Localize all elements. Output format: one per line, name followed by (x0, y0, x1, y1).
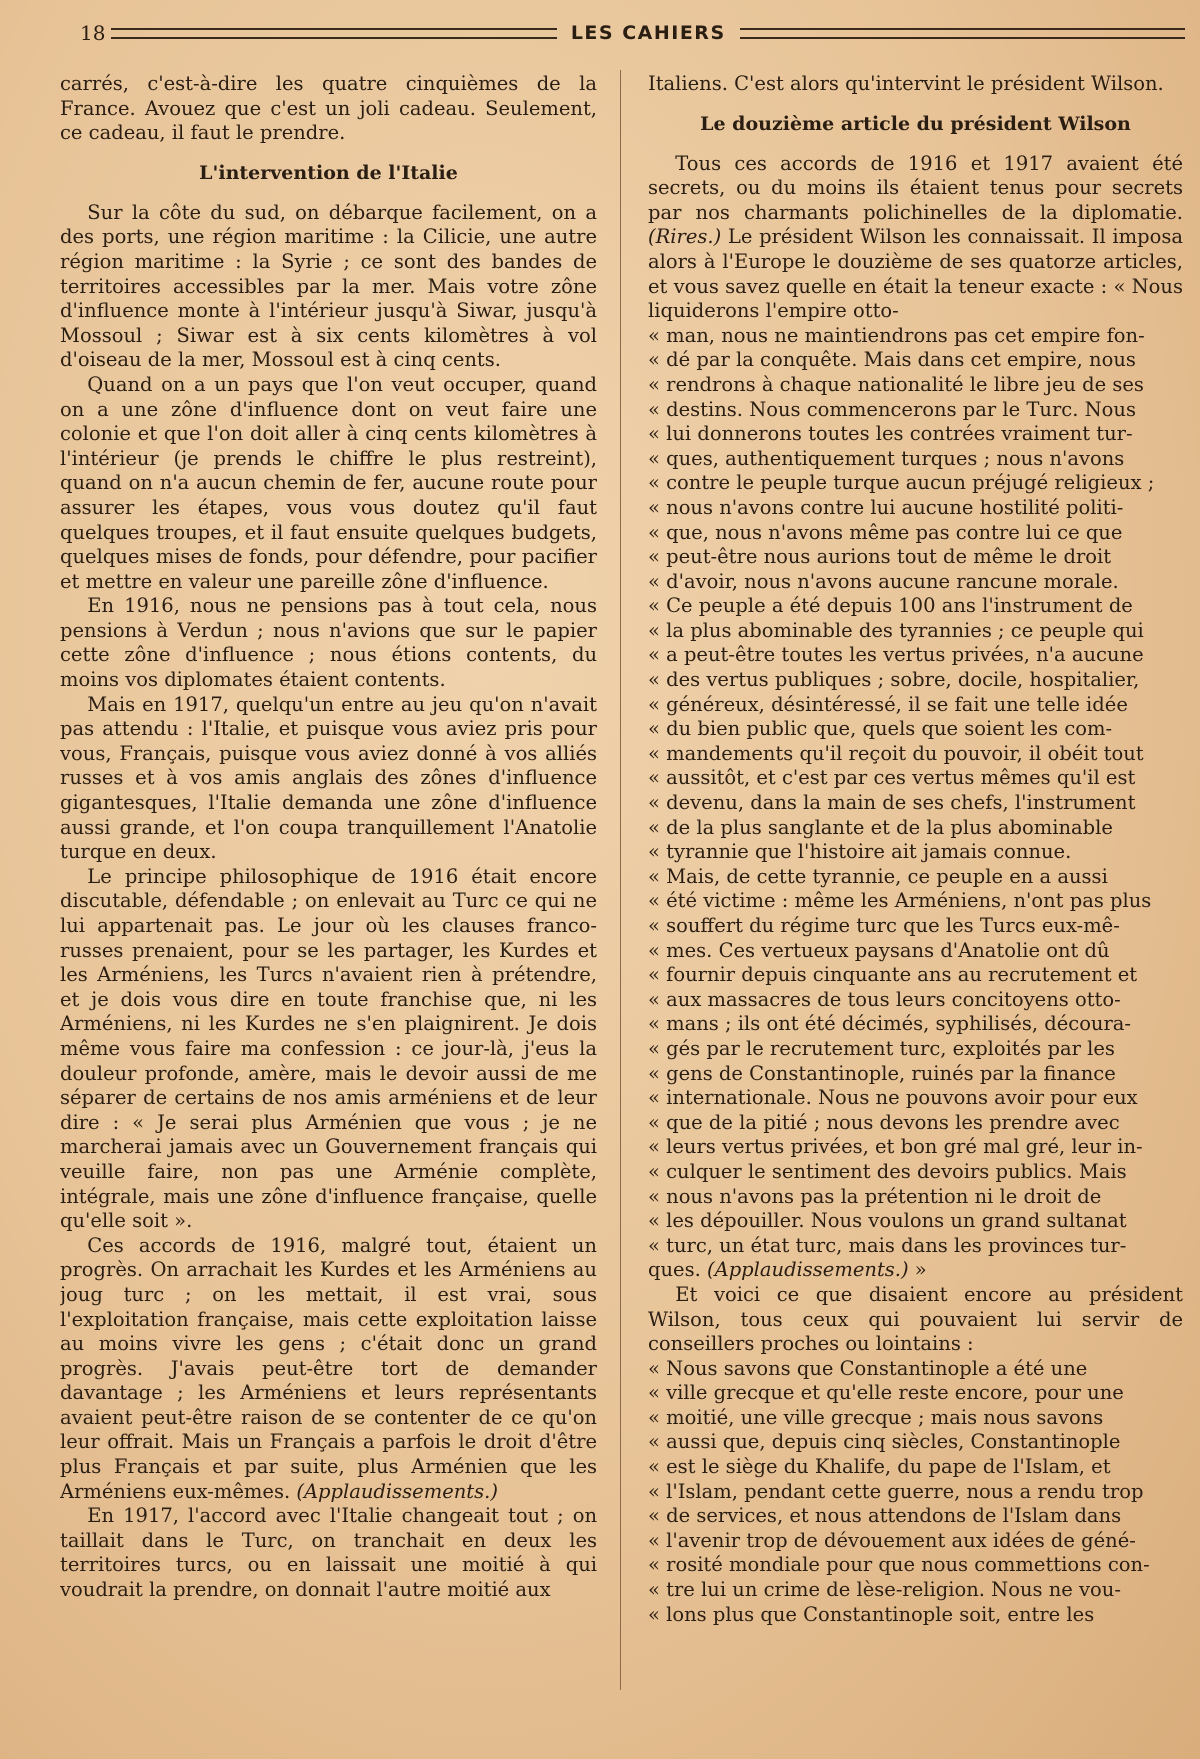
quote-line: « souffert du régime turc que les Turcs eux-mê- (648, 914, 1120, 937)
quote-line: « a peut-être toutes les vertus privées, n'a aucune (648, 643, 1144, 667)
quote-line: « du bien public que, quels que soient les com- (648, 717, 1113, 741)
left-column (60, 72, 597, 1692)
paragraph: Le principe philosophique de 1916 était encore discutable, défendable ; on enlevait au Turc ce qui ne lui appartenait pas. Le jour où les clauses franco-russes prenaient, pour se les partager, les Kurdes et les Arméniens, les Turcs n'avaient rien à prétendre, et je dois vous dire en toute franchise que, ni les Arméniens, ni les Kurdes ne s'en plaignirent. Je dois même vous faire ma confession : ce jour-là, j'eus la douleur profonde, amère, mais le devoir aussi de me séparer de certains de nos amis arméniens et de leur dire : « Je serai plus Arménien que vous ; je ne marcherai jamais avec un Gouvernement français qui veuille faire, non pas une Arménie complète, intégrale, mais une zône d'influence française, quelle qu'elle soit ». (60, 864, 597, 1233)
quote-line: « Mais, de cette tyrannie, ce peuple en a aussi (648, 864, 1108, 888)
quote-line: « devenu, dans la main de ses chefs, l'instrument (648, 791, 1136, 815)
quote-line: « dé par la conquête. Mais dans cet empire, nous (648, 348, 1136, 372)
quote-line: « ques, authentiquement turques ; nous n'avons (648, 446, 1125, 470)
paragraph-text: Ces accords de 1916, malgré tout, étaient un progrès. On arrachait les Kurdes et les Arméniens au joug turc ; on les mettait, il est vrai, sous l'exploitation française, mais cette exploitation laisse au moins vivre les gens ; c'était donc un grand progrès. J'avais peut-être tort de demander davantage ; les Arméniens et leurs représentants avaient peut-être raison de se contenter de ce qu'on leur offrait. Mais un Français a parfois le droit d'être plus Français et par suite, plus Arménien que les Arméniens eux-mêmes. (60, 1233, 597, 1503)
page-header (80, 18, 1185, 48)
page-number: 18 (80, 21, 106, 45)
paragraph: Quand on a un pays que l'on veut occuper, quand on a une zône d'influence dont on veut faire une colonie et que l'on doit aller à cinq cents kilomètres à l'intérieur (je prends le chiffre le plus restreint), quand on n'a aucun chemin de fer, aucune route pour assurer les étapes, vous vous doutez qu'il faut quelques troupes, et il faut ensuite quelques budgets, quelques mises de fonds, pour défendre, pour pacifier et mettre en valeur une pareille zône d'influence. (60, 372, 597, 593)
quote-line: « tyrannie que l'histoire ait jamais connue. (648, 840, 1072, 864)
quote-line: « nous n'avons pas la prétention ni le droit de (648, 1184, 1102, 1208)
paragraph (648, 152, 1183, 324)
journal-title: LES CAHIERS (570, 22, 726, 44)
quote-line: « contre le peuple turque aucun préjugé religieux ; (648, 471, 1155, 495)
quote-line: « man, nous ne maintiendrons pas cet empire fon- (648, 323, 1145, 347)
quote-line: « l'Islam, pendant cette guerre, nous a rendu trop (648, 1479, 1144, 1503)
quote-line: « ville grecque et qu'elle reste encore, pour une (648, 1381, 1124, 1405)
quote-line: « la plus abominable des tyrannies ; ce peuple qui (648, 618, 1144, 642)
quote-line: « est le siège du Khalife, du pape de l'Islam, et (648, 1455, 1111, 1479)
quote-line: « peut-être nous aurions tout de même le droit (648, 545, 1112, 569)
quote-line: « internationale. Nous ne pouvons avoir pour eux (648, 1086, 1138, 1110)
quote-line: « Nous savons que Constantinople a été une (648, 1356, 1088, 1380)
quote-line: « mans ; ils ont été décimés, syphilisés, découra- (648, 1012, 1132, 1036)
paragraph: carrés, c'est-à-dire les quatre cinquièmes de la France. Avouez que c'est un joli cadeau. Seulement, ce cadeau, il faut le prendre. (60, 72, 597, 145)
quote-line: « été victime : même les Arméniens, n'ont pas plus (648, 889, 1152, 913)
quote-line: « généreux, désintéressé, il se fait une telle idée (648, 692, 1128, 716)
paragraph: En 1916, nous ne pensions pas à tout cela, nous pensions à Verdun ; nous n'avions que sur le papier cette zône d'influence ; nous étions contents, du moins vos diplomates étaient contents. (60, 594, 597, 692)
wilson-quote (648, 324, 1183, 1259)
quote-line: « nous n'avons contre lui aucune hostilité politi- (648, 495, 1124, 519)
laughter-note: (Rires.) (648, 225, 722, 249)
quote-line: « que de la pitié ; nous devons les prendre avec (648, 1110, 1120, 1134)
quote-line: « rendrons à chaque nationalité le libre jeu de ses (648, 372, 1144, 396)
quote-line: « turc, un état turc, mais dans les provinces tur- (648, 1233, 1127, 1257)
quote-line: « gés par le recrutement turc, exploités par les (648, 1036, 1115, 1060)
quote-line: « mes. Ces vertueux paysans d'Anatolie ont dû (648, 938, 1110, 962)
quote-line: « mandements qu'il reçoit du pouvoir, il obéit tout (648, 741, 1144, 765)
quote-line: « des vertus publiques ; sobre, docile, hospitalier, (648, 668, 1140, 692)
quote-line: « que, nous n'avons même pas contre lui ce que (648, 520, 1123, 544)
quote-line: « aussitôt, et c'est par ces vertus mêmes qu'il est (648, 766, 1136, 790)
quote-close-mark: » (914, 1258, 927, 1282)
quote-line: « destins. Nous commencerons par le Turc. Nous (648, 397, 1136, 421)
quote-line: « fournir depuis cinquante ans au recrutement et (648, 963, 1138, 987)
quote-line: « aux massacres de tous leurs concitoyens otto- (648, 987, 1121, 1011)
quote-line: « lui donnerons toutes les contrées vraiment tur- (648, 422, 1133, 446)
section-heading: Le douzième article du président Wilson (700, 112, 1131, 135)
quote-line: « lons plus que Constantinople soit, entre les (648, 1602, 1095, 1626)
header-rule-right (740, 28, 1185, 39)
quote-ending (648, 1258, 1183, 1283)
paragraph: Italiens. C'est alors qu'intervint le président Wilson. (648, 72, 1164, 95)
quote-line: « Ce peuple a été depuis 100 ans l'instrument de (648, 594, 1133, 618)
paragraph-text: Tous ces accords de 1916 et 1917 avaient été secrets, ou du moins ils étaient tenus pour secrets par nos charmants polichinelles de la diplomatie. (648, 151, 1183, 224)
quote-line: « aussi que, depuis cinq siècles, Constantinople (648, 1430, 1121, 1454)
quote-line: « l'avenir trop de dévouement aux idées de géné- (648, 1528, 1136, 1552)
quote-line: « moitié, une ville grecque ; mais nous savons (648, 1405, 1104, 1429)
quote-line: « de la plus sanglante et de la plus abominable (648, 815, 1113, 839)
applause-note: (Applaudissements.) (296, 1479, 498, 1503)
advisers-quote (648, 1357, 1183, 1628)
quote-end-text: ques. (648, 1258, 701, 1282)
paragraph (60, 1234, 597, 1505)
right-column (648, 72, 1183, 1692)
quote-line: « de services, et nous attendons de l'Islam dans (648, 1504, 1122, 1528)
quote-line: « tre lui un crime de lèse-religion. Nous ne vou- (648, 1578, 1121, 1602)
quote-line: « leurs vertus privées, et bon gré mal gré, leur in- (648, 1135, 1143, 1159)
column-divider (620, 70, 621, 1690)
quote-line: « gens de Constantinople, ruinés par la finance (648, 1061, 1116, 1085)
quote-line: « les dépouiller. Nous voulons un grand sultanat (648, 1209, 1127, 1233)
paragraph: En 1917, l'accord avec l'Italie changeait tout ; on taillait dans le Turc, on tranchait en deux les territoires turcs, ou en laissait une moitié à qui voudrait la prendre, on donnait l'autre moitié aux (60, 1504, 597, 1602)
quote-line: « culquer le sentiment des devoirs publics. Mais (648, 1159, 1127, 1183)
section-heading: L'intervention de l'Italie (199, 161, 458, 184)
applause-note: (Applaudissements.) (707, 1258, 909, 1282)
quote-line: « rosité mondiale pour que nous commettions con- (648, 1553, 1150, 1577)
paragraph: Et voici ce que disaient encore au président Wilson, tous ceux qui pouvaient lui servir de conseillers proches ou lointains : (648, 1282, 1183, 1356)
paragraph-text: Le président Wilson les connaissait. Il imposa alors à l'Europe le douzième de ses quatorze articles, et vous savez quelle en était la teneur exacte : « Nous liquiderons l'empire otto- (648, 225, 1183, 323)
header-rule-left (111, 28, 556, 39)
paragraph: Sur la côte du sud, on débarque facilement, on a des ports, une région maritime : la Cilicie, une autre région maritime : la Syrie ; ce sont des bandes de territoires accessibles par la mer. Mais votre zône d'influence monte à l'intérieur jusqu'à Siwar, jusqu'à Mossoul ; Siwar est à six cents kilomètres à vol d'oiseau de la mer, Mossoul est à cinq cents. (60, 200, 597, 372)
paragraph: Mais en 1917, quelqu'un entre au jeu qu'on n'avait pas attendu : l'Italie, et puisque vous aviez pris pour vous, Français, puisque vous aviez donné à vos alliés russes et à vos amis anglais des zônes d'influence gigantesques, l'Italie demanda une zône d'influence aussi grande, et l'on coupa tranquillement l'Anatolie turque en deux. (60, 692, 597, 864)
quote-line: « d'avoir, nous n'avons aucune rancune morale. (648, 569, 1119, 593)
